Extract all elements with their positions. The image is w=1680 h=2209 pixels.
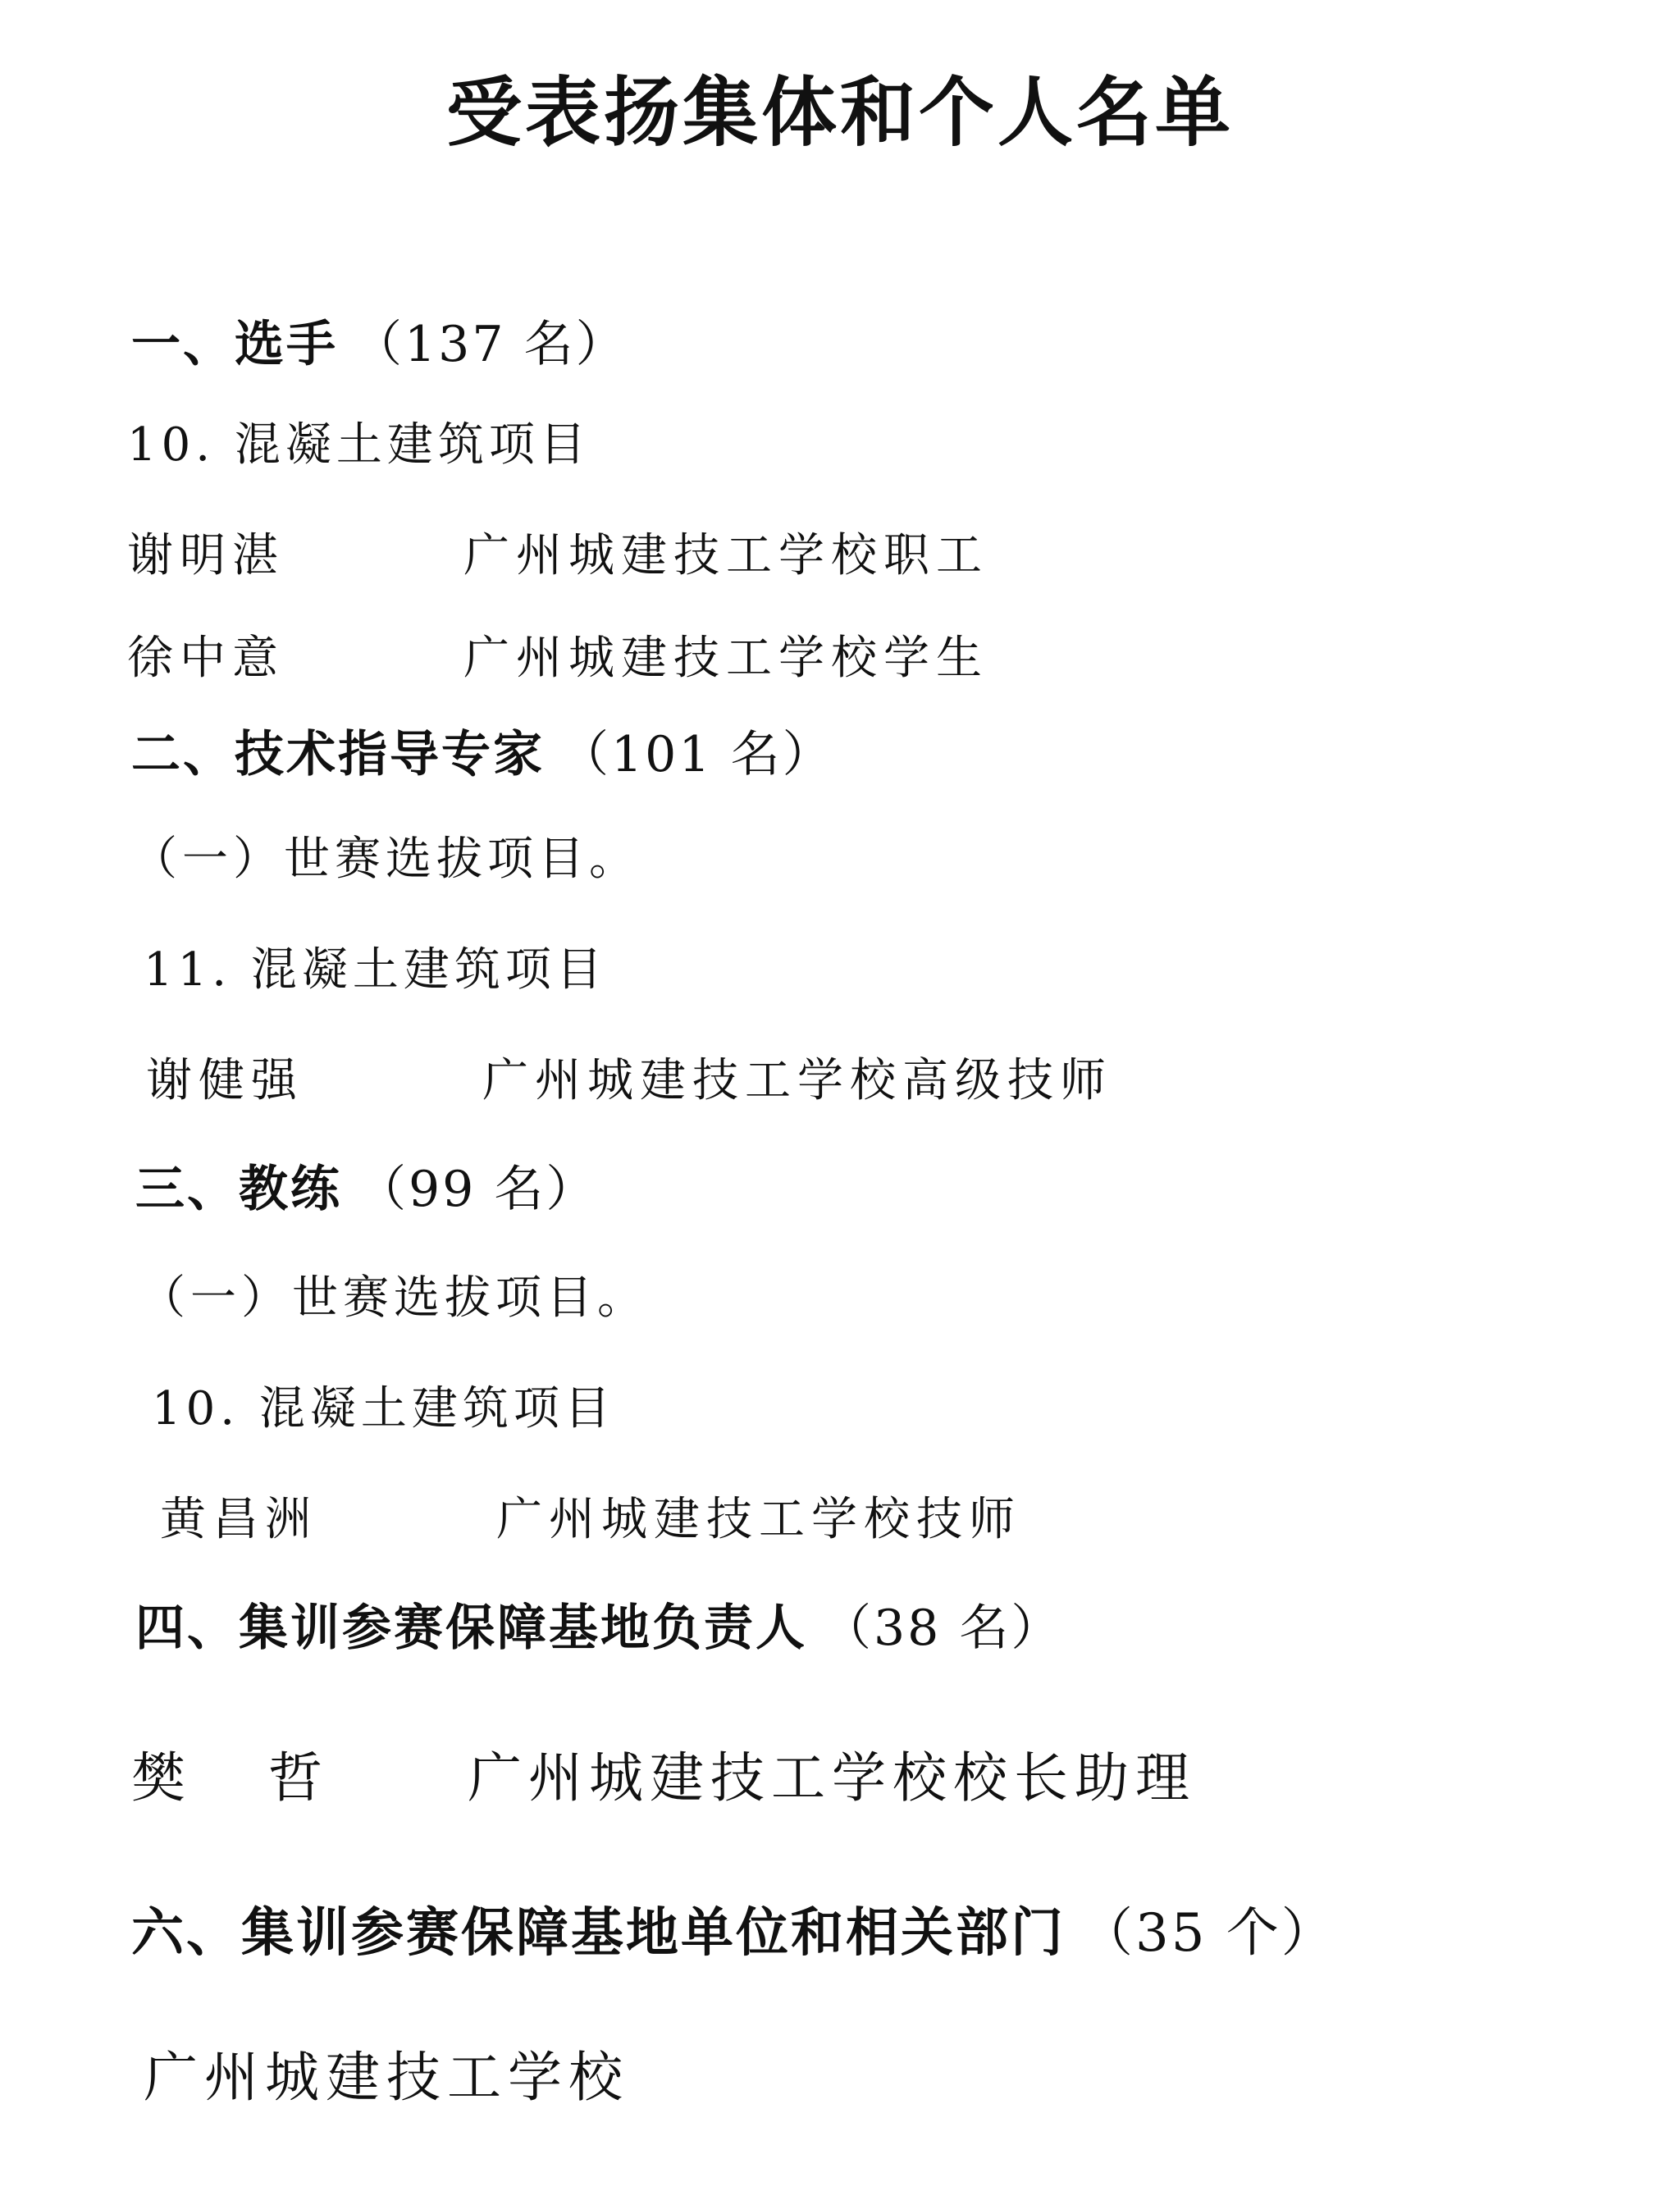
person-entry xyxy=(127,632,988,685)
section-heading-experts xyxy=(131,726,834,783)
person-unit: 广州城建技工学校校长助理 xyxy=(468,1746,1196,1810)
section-title: 四、集训参赛保障基地负责人 xyxy=(135,1600,807,1657)
document-title: 受表扬集体和个人名单 xyxy=(445,69,1234,157)
person-name: 黄昌洲 xyxy=(160,1493,317,1546)
person-unit: 广州城建技工学校职工 xyxy=(463,529,988,582)
section-heading-coaches xyxy=(135,1161,598,1218)
person-unit: 广州城建技工学校学生 xyxy=(463,632,988,685)
person-entry xyxy=(160,1493,1021,1546)
section-heading-base-leaders xyxy=(135,1600,1063,1657)
section-heading-base-units xyxy=(131,1903,1336,1964)
person-name: 樊 哲 xyxy=(131,1746,355,1810)
unit-entry: 广州城建技工学校 xyxy=(144,2046,629,2109)
section-count: （101 名） xyxy=(559,726,834,783)
person-entry xyxy=(146,1054,1112,1107)
person-entry xyxy=(127,529,988,582)
person-name: 谢健强 xyxy=(146,1054,304,1107)
section-count: （137 名） xyxy=(353,316,628,373)
project-title: 11. 混凝土建筑项目 xyxy=(144,943,607,997)
project-title: 10. 混凝土建筑项目 xyxy=(127,418,591,472)
section-title: 一、选手 xyxy=(131,316,338,373)
person-unit: 广州城建技工学校技师 xyxy=(496,1493,1021,1546)
person-unit: 广州城建技工学校高级技师 xyxy=(482,1054,1112,1107)
section-title: 六、集训参赛保障基地单位和相关部门 xyxy=(131,1903,1066,1964)
person-entry xyxy=(131,1746,1196,1810)
section-count: （99 名） xyxy=(357,1161,598,1218)
category-title: （一）世赛选拔项目。 xyxy=(139,1271,648,1325)
section-heading-players xyxy=(131,316,628,373)
section-title: 三、教练 xyxy=(135,1161,342,1218)
project-title: 10. 混凝土建筑项目 xyxy=(152,1382,615,1435)
category-title: （一）世赛选拔项目。 xyxy=(131,833,640,886)
section-count: （35 个） xyxy=(1080,1903,1336,1964)
person-name: 谢明湛 xyxy=(127,529,285,582)
person-name: 徐中意 xyxy=(127,632,285,685)
section-title: 二、技术指导专家 xyxy=(131,726,545,783)
section-count: （38 名） xyxy=(822,1600,1063,1657)
